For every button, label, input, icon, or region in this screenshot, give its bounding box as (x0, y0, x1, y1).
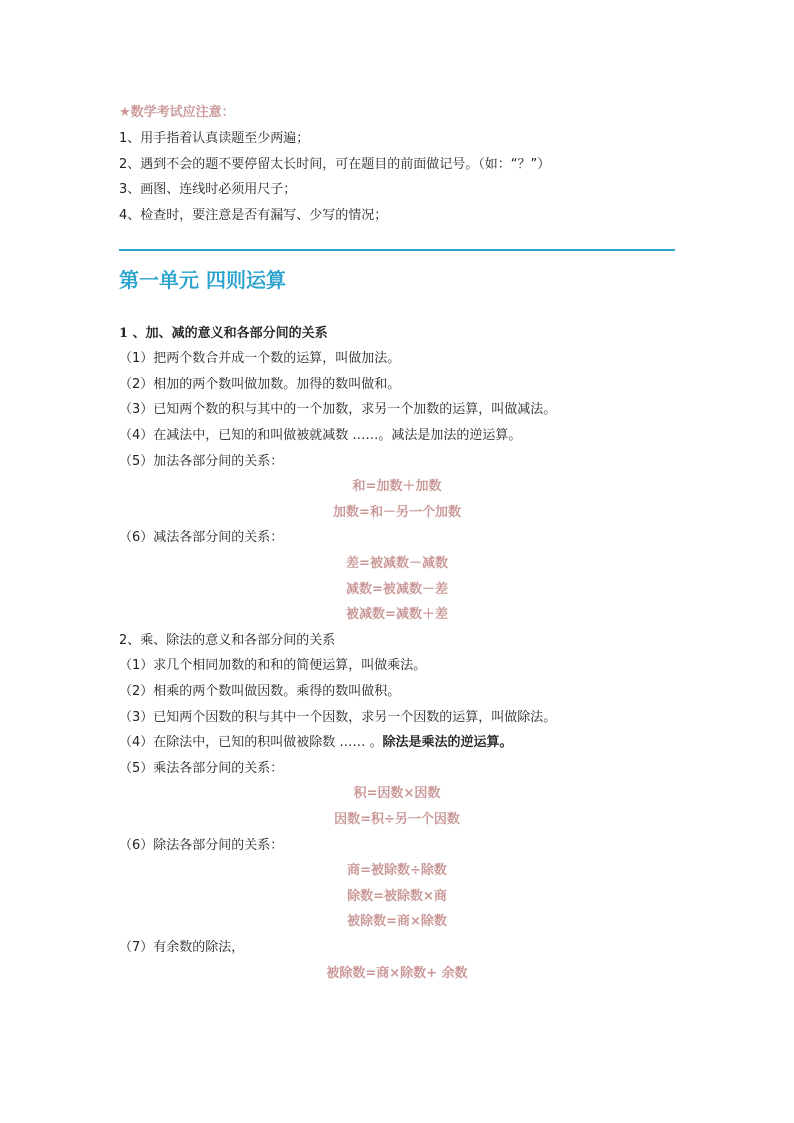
section1-item: （2）相加的两个数叫做加数。加得的数叫做和。 (119, 377, 401, 392)
formula-add: 加数=和－另一个加数 (333, 505, 461, 520)
section2-item: （1）求几个相同加数的和和的简便运算，叫做乘法。 (119, 658, 427, 673)
section-divider (119, 249, 675, 251)
section2-item4-text: （4）在除法中，已知的积叫做被除数 …… 。 (119, 735, 383, 750)
formula-add: 和=加数＋加数 (352, 479, 442, 494)
section2-item4-emphasis: 除法是乘法的逆运算。 (382, 735, 513, 750)
notice-item: 4、检查时，要注意是否有漏写、少写的情况； (119, 208, 388, 223)
formula-div: 商=被除数÷除数 (347, 863, 447, 878)
section1-heading: 1 、加、减的意义和各部分间的关系 (119, 326, 328, 341)
section2-item: （6）除法各部分间的关系： (119, 838, 284, 853)
formula-div: 被除数=商×除数 (347, 914, 447, 929)
formula-sub: 被减数=减数＋差 (346, 607, 448, 622)
formula-remainder: 被除数=商×除数+ 余数 (326, 966, 468, 981)
formula-div: 除数=被除数×商 (347, 889, 447, 904)
notice-item: 2、遇到不会的题不要停留太长时间，可在题目的前面做记号。（如：“？”） (119, 157, 551, 172)
section2-item: （7）有余数的除法， (119, 940, 245, 955)
formula-mul: 积=因数×因数 (353, 786, 441, 801)
notice-item: 3、画图、连线时必须用尺子； (119, 182, 297, 197)
section1-item: （5）加法各部分间的关系： (119, 454, 284, 469)
section1-item: （6）减法各部分间的关系： (119, 530, 284, 545)
section1-item: （3）已知两个数的积与其中的一个加数，求另一个加数的运算，叫做减法。 (119, 402, 557, 417)
section2-item: （2）相乘的两个数叫做因数。乘得的数叫做积。 (119, 684, 401, 699)
section2-item (119, 734, 513, 752)
notice-title: ★数学考试应注意： (119, 105, 235, 120)
unit-title: 第一单元 四则运算 (119, 268, 286, 292)
formula-sub: 减数=被减数－差 (346, 582, 448, 597)
section2-item: （5）乘法各部分间的关系： (119, 761, 284, 776)
section1-item: （1）把两个数合并成一个数的运算，叫做加法。 (119, 351, 401, 366)
notice-item: 1、用手指着认真读题至少两遍； (119, 131, 310, 146)
formula-mul: 因数=积÷另一个因数 (334, 812, 460, 827)
section2-item: （3）已知两个因数的积与其中一个因数，求另一个因数的运算，叫做除法。 (119, 710, 557, 725)
section1-item: （4）在减法中，已知的和叫做被就减数 ……。减法是加法的逆运算。 (119, 428, 522, 443)
formula-sub: 差=被减数－减数 (346, 556, 448, 571)
section2-heading: 2、乘、除法的意义和各部分间的关系 (119, 633, 336, 648)
